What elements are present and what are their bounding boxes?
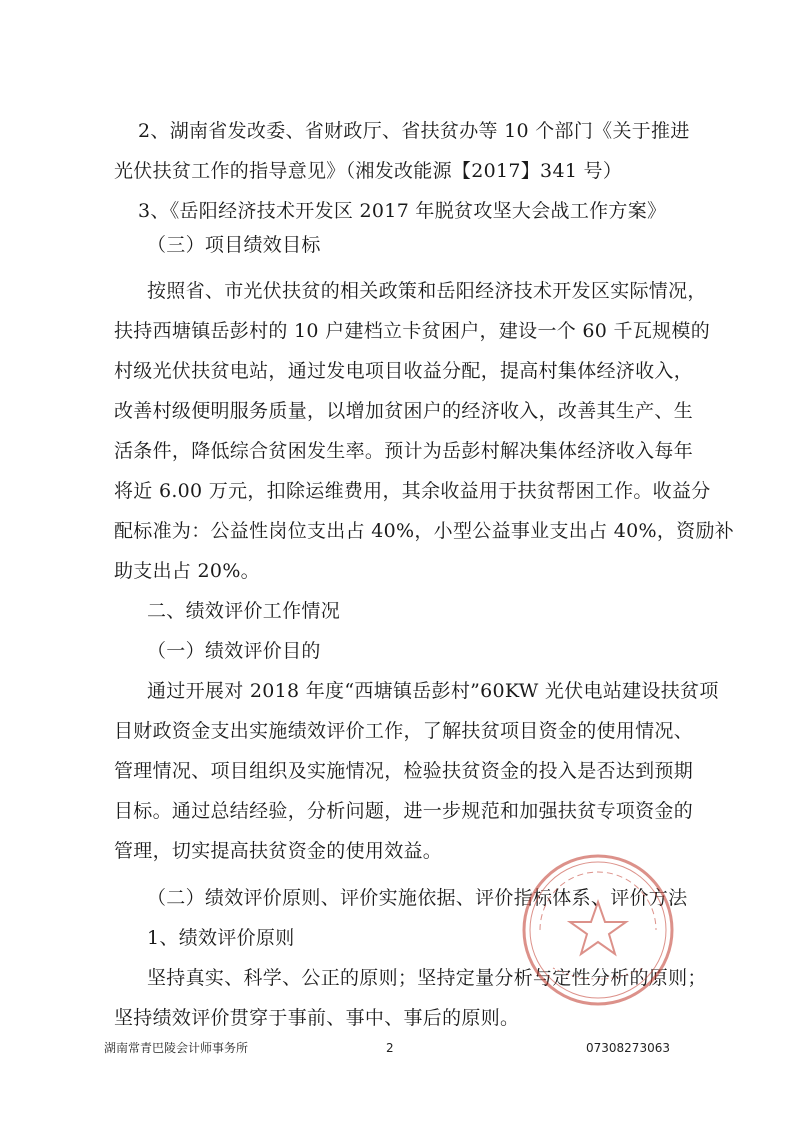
footer-firm-name: 湖南常青巴陵会计师事务所 xyxy=(104,1041,249,1055)
paragraph-principles-line-1: 坚持真实、科学、公正的原则；坚持定量分析与定性分析的原则； xyxy=(147,967,707,989)
paragraph-purpose-line-2: 目财政资金支出实施绩效评价工作，了解扶贫项目资金的使用情况、 xyxy=(114,720,694,742)
paragraph-principles-line-2: 坚持绩效评价贯穿于事前、事中、事后的原则。 xyxy=(114,1007,520,1029)
paragraph-purpose-line-1: 通过开展对 2018 年度“西塘镇岳彭村”60KW 光伏电站建设扶贫项 xyxy=(147,680,719,702)
paragraph-goal-line-8: 助支出占 20%。 xyxy=(114,560,260,582)
paragraph-goal-line-3: 村级光伏扶贫电站，通过发电项目收益分配，提高村集体经济收入， xyxy=(114,360,694,382)
footer-phone: 07308273063 xyxy=(586,1041,670,1055)
subheading-principles-1: 1、绩效评价原则 xyxy=(147,927,295,949)
company-seal-stamp xyxy=(518,850,678,1010)
subheading-evaluation-principles: （二）绩效评价原则、评价实施依据、评价指标体系、评价方法 xyxy=(147,887,688,909)
subheading-evaluation-purpose: （一）绩效评价目的 xyxy=(147,640,321,662)
paragraph-purpose-line-4: 目标。通过总结经验，分析问题，进一步规范和加强扶贫专项资金的 xyxy=(114,800,694,822)
paragraph-goal-line-1: 按照省、市光伏扶贫的相关政策和岳阳经济技术开发区实际情况， xyxy=(147,280,707,302)
reference-2-line-1: 2、湖南省发改委、省财政厅、省扶贫办等 10 个部门《关于推进 xyxy=(138,120,690,142)
reference-2-line-2: 光伏扶贫工作的指导意见》（湘发改能源【2017】341 号） xyxy=(114,160,623,182)
paragraph-goal-line-5: 活条件，降低综合贫困发生率。预计为岳彭村解决集体经济收入每年 xyxy=(114,440,694,462)
paragraph-purpose-line-5: 管理，切实提高扶贫资金的使用效益。 xyxy=(114,840,443,862)
paragraph-goal-line-6: 将近 6.00 万元，扣除运维费用，其余收益用于扶贫帮困工作。收益分 xyxy=(114,480,711,502)
paragraph-goal-line-2: 扶持西塘镇岳彭村的 10 户建档立卡贫困户，建设一个 60 千瓦规模的 xyxy=(114,320,711,342)
section-heading-evaluation: 二、绩效评价工作情况 xyxy=(147,600,341,622)
paragraph-purpose-line-3: 管理情况、项目组织及实施情况，检验扶贫资金的投入是否达到预期 xyxy=(114,760,694,782)
section-heading-performance-goal: （三）项目绩效目标 xyxy=(147,234,321,256)
reference-3: 3、《岳阳经济技术开发区 2017 年脱贫攻坚大会战工作方案》 xyxy=(138,200,667,222)
paragraph-goal-line-4: 改善村级便明服务质量，以增加贫困户的经济收入，改善其生产、生 xyxy=(114,400,694,422)
paragraph-goal-line-7: 配标准为：公益性岗位支出占 40%，小型公益事业支出占 40%，资励补 xyxy=(114,520,735,542)
footer-page-number: 2 xyxy=(386,1041,394,1055)
